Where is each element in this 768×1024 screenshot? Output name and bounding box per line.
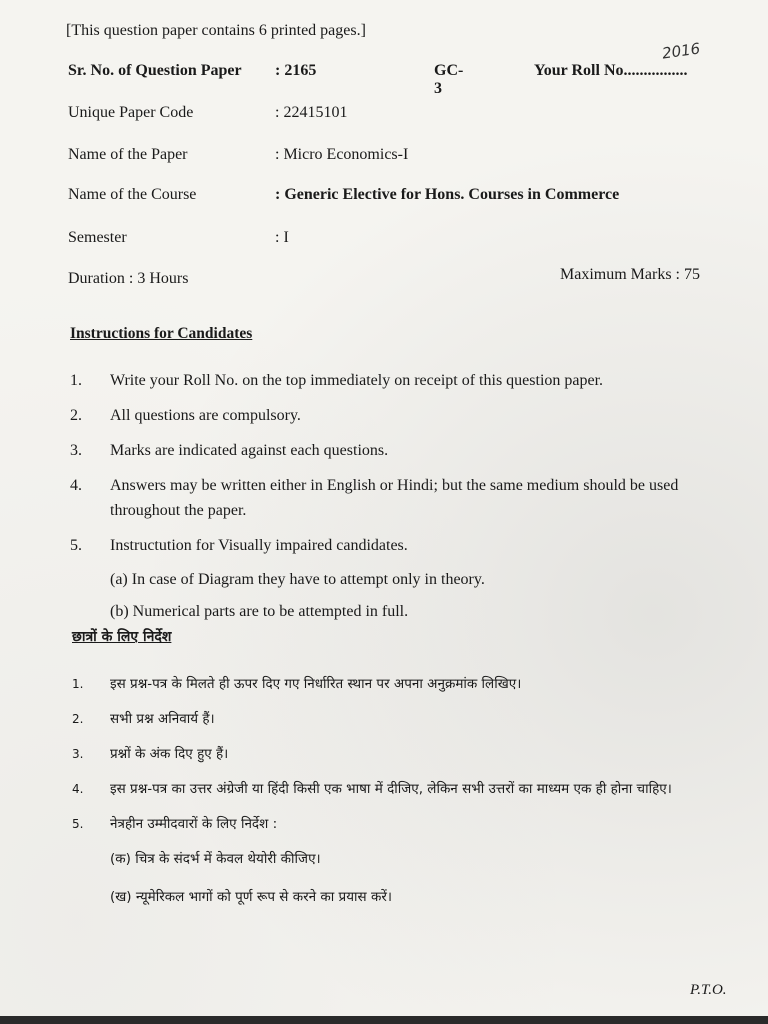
- hindi-instruction-sub-item-a: (क) चित्र के संदर्भ में केवल थेयोरी कीजिए।: [110, 851, 321, 867]
- unique-paper-code-label: Unique Paper Code: [68, 104, 194, 121]
- hindi-instruction-text: नेत्रहीन उम्मीदवारों के लिए निर्देश :: [110, 816, 278, 832]
- hindi-instruction-item: [72, 742, 742, 766]
- instruction-item: [70, 473, 740, 523]
- instruction-sub-item-b: (b) Numerical parts are to be attempted in full.: [110, 603, 409, 620]
- page-count-note: [This question paper contains 6 printed pages.]: [66, 22, 366, 39]
- instruction-item: [70, 533, 740, 558]
- course-name-label: Name of the Course: [68, 186, 197, 203]
- hindi-instructions-title: छात्रों के लिए निर्देश: [72, 629, 172, 645]
- hindi-instruction-item: [72, 707, 742, 731]
- hindi-instruction-number: 5.: [72, 817, 84, 831]
- instruction-number: 3.: [70, 442, 82, 459]
- hindi-instruction-text: इस प्रश्न-पत्र का उत्तर अंग्रेजी या हिंदी किसी एक भाषा में दीजिए, लेकिन सभी उत्तरों का माध्यम एक ही होना चाहिए।: [110, 781, 672, 797]
- hindi-instruction-sub-item-b: (ख) न्यूमेरिकल भागों को पूर्ण रूप से करने का प्रयास करें।: [110, 889, 392, 905]
- instruction-text: Instructution for Visually impaired candidates.: [110, 537, 408, 554]
- please-turn-over: P.T.O.: [690, 982, 727, 998]
- instruction-number: 2.: [70, 407, 82, 424]
- hindi-instruction-number: 1.: [72, 677, 84, 691]
- instruction-sub-item-a: (a) In case of Diagram they have to attempt only in theory.: [110, 571, 485, 588]
- serial-number-value: : 2165: [275, 62, 317, 79]
- hindi-instruction-item: [72, 777, 742, 801]
- course-name-value: : Generic Elective for Hons. Courses in Commerce: [275, 186, 620, 203]
- hindi-instruction-number: 4.: [72, 782, 84, 796]
- hindi-instructions-list: [72, 672, 742, 923]
- duration-text: Duration : 3 Hours: [68, 270, 189, 287]
- roll-number-field: Your Roll No................: [534, 62, 688, 79]
- instruction-text: Write your Roll No. on the top immediately on receipt of this question paper.: [110, 372, 604, 389]
- hindi-instruction-text: सभी प्रश्न अनिवार्य हैं।: [110, 711, 215, 727]
- instruction-text: Marks are indicated against each questions.: [110, 442, 389, 459]
- instruction-item: [70, 368, 740, 393]
- scan-bottom-edge: [0, 1016, 768, 1024]
- hindi-instruction-number: 2.: [72, 712, 84, 726]
- hindi-instruction-text: इस प्रश्न-पत्र के मिलते ही ऊपर दिए गए निर्धारित स्थान पर अपना अनुक्रमांक लिखिए।: [110, 676, 522, 692]
- semester-label: Semester: [68, 229, 127, 246]
- instruction-number: 5.: [70, 537, 82, 554]
- serial-number-label: Sr. No. of Question Paper: [68, 62, 242, 79]
- hindi-instruction-item: [72, 812, 742, 836]
- hindi-instruction-item: [72, 672, 742, 696]
- hindi-instruction-text: प्रश्नों के अंक दिए हुए हैं।: [110, 746, 229, 762]
- hindi-instruction-number: 3.: [72, 747, 84, 761]
- unique-paper-code-value: : 22415101: [275, 104, 348, 121]
- paper-code-tag: GC-3: [434, 62, 464, 97]
- english-instructions-list: [70, 368, 740, 632]
- instruction-text: Answers may be written either in English or Hindi; but the same medium should be used throughout the paper.: [110, 477, 679, 519]
- instruction-number: 1.: [70, 372, 82, 389]
- instruction-item: [70, 403, 740, 428]
- instruction-number: 4.: [70, 477, 82, 494]
- instruction-text: All questions are compulsory.: [110, 407, 301, 424]
- semester-value: : I: [275, 229, 289, 246]
- maximum-marks: Maximum Marks : 75: [560, 266, 700, 283]
- english-instructions-title: Instructions for Candidates: [70, 325, 253, 342]
- handwritten-roll-number: 2016: [660, 39, 702, 63]
- paper-name-value: : Micro Economics-I: [275, 146, 409, 163]
- paper-name-label: Name of the Paper: [68, 146, 188, 163]
- instruction-item: [70, 438, 740, 463]
